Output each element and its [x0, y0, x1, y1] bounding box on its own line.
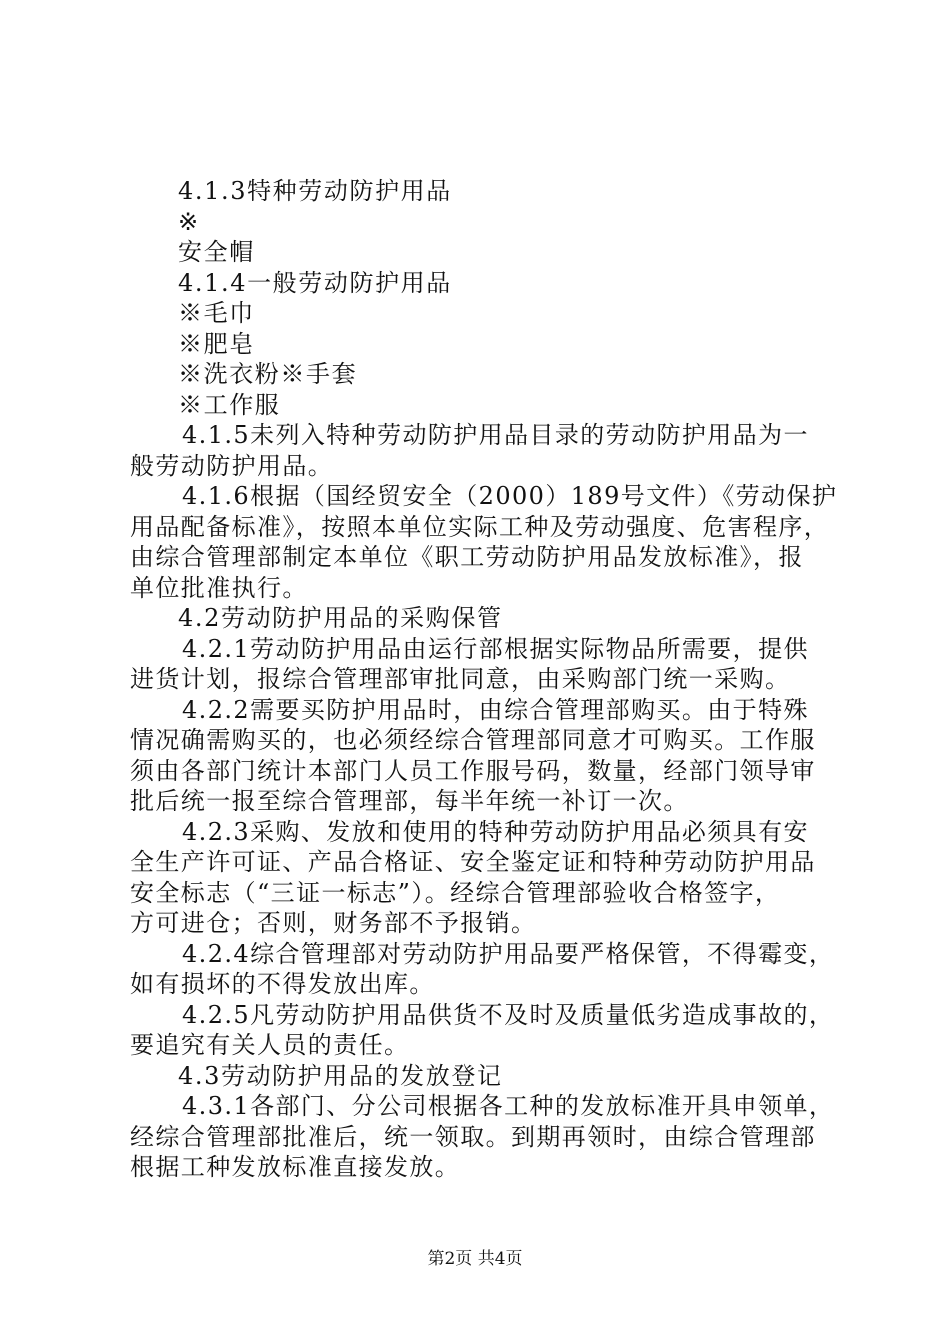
paragraph-line: 4.1.6根据（国经贸安全（2000）189号文件）《劳动保护 — [182, 482, 838, 510]
list-item-detergent-gloves: ※洗衣粉※手套 — [178, 360, 358, 388]
section-heading-4-1-3: 4.1.3特种劳动防护用品 — [178, 177, 452, 205]
paragraph-line: 4.1.5未列入特种劳动防护用品目录的劳动防护用品为一 — [182, 421, 809, 449]
paragraph-line: 要追究有关人员的责任。 — [130, 1031, 410, 1059]
paragraph-4-2-1 — [130, 634, 830, 695]
list-item-soap: ※肥皂 — [178, 329, 255, 358]
paragraph-line: 方可进仓；否则，财务部不予报销。 — [130, 909, 537, 937]
list-item-helmet: 安全帽 — [178, 238, 255, 266]
paragraph-line: 4.2.2需要买防护用品时，由综合管理部购买。由于特殊 — [182, 695, 809, 724]
paragraph-line: 4.2.1劳动防护用品由运行部根据实际物品所需要，提供 — [182, 634, 809, 663]
paragraph-line: 般劳动防护用品。 — [130, 451, 334, 480]
paragraph-4-3-1 — [130, 1091, 835, 1183]
paragraph-4-2-4 — [130, 939, 835, 1000]
paragraph-line: 安全标志（“三证一标志”）。经综合管理部验收合格签字， — [130, 878, 781, 907]
paragraph-line: 由综合管理部制定本单位《职工劳动防护用品发放标准》，报 — [130, 543, 804, 571]
paragraph-line: 4.3.1各部门、分公司根据各工种的发放标准开具申领单， — [182, 1092, 835, 1120]
paragraph-line: 4.2.3采购、发放和使用的特种劳动防护用品必须具有安 — [182, 817, 809, 846]
paragraph-line: 情况确需购买的，也必须经综合管理部同意才可购买。工作服 — [130, 726, 816, 754]
bullet-mark: ※ — [178, 207, 200, 236]
paragraph-4-2-2 — [130, 695, 830, 817]
paragraph-line: 如有损坏的不得发放出库。 — [130, 970, 435, 998]
paragraph-line: 4.2.5凡劳动防护用品供货不及时及质量低劣造成事故的， — [182, 1000, 835, 1029]
paragraph-line: 经综合管理部批准后，统一领取。到期再领时，由综合管理部 — [130, 1122, 816, 1151]
list-item-workwear: ※工作服 — [178, 390, 281, 419]
paragraph-4-1-6 — [130, 481, 838, 603]
paragraph-line: 4.2.4综合管理部对劳动防护用品要严格保管，不得霉变， — [182, 939, 835, 968]
document-body — [130, 176, 838, 1183]
page-number-footer: 第2页 共4页 — [427, 1249, 523, 1269]
paragraph-line: 用品配备标准》，按照本单位实际工种及劳动强度、危害程序， — [130, 512, 830, 541]
paragraph-4-2-3 — [130, 817, 830, 939]
paragraph-line: 单位批准执行。 — [130, 573, 308, 602]
paragraph-line: 进货计划，报综合管理部审批同意，由采购部门统一采购。 — [130, 665, 791, 693]
paragraph-4-1-5 — [130, 420, 830, 481]
section-heading-4-2: 4.2劳动防护用品的采购保管 — [178, 604, 503, 632]
list-item-towel: ※毛巾 — [178, 299, 255, 327]
paragraph-line: 全生产许可证、产品合格证、安全鉴定证和特种劳动防护用品 — [130, 848, 816, 876]
section-heading-4-3: 4.3劳动防护用品的发放登记 — [178, 1061, 503, 1090]
paragraph-line: 根据工种发放标准直接发放。 — [130, 1153, 461, 1181]
paragraph-line: 批后统一报至综合管理部，每半年统一补订一次。 — [130, 787, 689, 815]
paragraph-line: 须由各部门统计本部门人员工作服号码，数量，经部门领导审 — [130, 756, 816, 785]
section-heading-4-1-4: 4.1.4一般劳动防护用品 — [178, 268, 452, 297]
paragraph-4-2-5 — [130, 1000, 835, 1061]
